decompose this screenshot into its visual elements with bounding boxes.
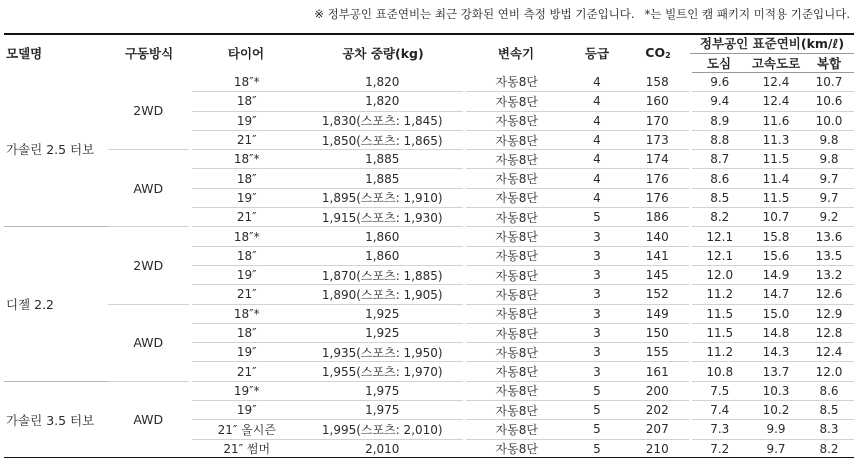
co2-cell: 152 (626, 285, 690, 304)
header-model: 모델명 (6, 45, 43, 61)
grade-cell: 4 (568, 188, 626, 207)
weight-cell: 1,925 (302, 323, 464, 342)
city-cell: 8.7 (690, 150, 748, 169)
grade-cell: 3 (568, 323, 626, 342)
grade-cell: 4 (568, 92, 626, 111)
weight-cell: 1,885 (302, 150, 464, 169)
combined-cell: 9.7 (804, 169, 854, 188)
combined-cell: 9.8 (804, 130, 854, 149)
co2-cell: 210 (645, 441, 669, 456)
highway-cell: 9.7 (766, 441, 786, 456)
city-cell: 9.6 (690, 73, 748, 92)
grade-cell: 3 (568, 362, 626, 381)
co2-cell: 149 (626, 304, 690, 323)
city-cell: 8.9 (690, 111, 748, 130)
table-row (4, 73, 854, 92)
city-cell: 11.2 (690, 285, 748, 304)
weight-cell: 1,925 (302, 304, 464, 323)
grade-cell: 5 (593, 441, 601, 456)
weight-cell: 1,820 (302, 92, 464, 111)
weight-cell: 1,885 (302, 169, 464, 188)
drive-cell: 2WD (108, 227, 190, 304)
highway-cell: 11.6 (748, 111, 804, 130)
weight-cell: 1,860 (302, 227, 464, 246)
note-builtin-cam: *는 빌트인 캠 패키지 미적용 기준입니다. (644, 7, 850, 21)
co2-cell: 141 (626, 246, 690, 265)
weight-cell: 1,975 (302, 401, 464, 420)
weight-cell: 1,850(스포츠: 1,865) (302, 130, 464, 149)
weight-cell: 1,820 (302, 73, 464, 92)
transmission-cell: 자동8단 (464, 420, 568, 439)
table-body (4, 73, 854, 458)
tire-cell: 19″ (190, 401, 302, 420)
tire-cell: 21″ (190, 208, 302, 227)
tire-cell: 19″ (190, 111, 302, 130)
tire-cell: 21″ (190, 362, 302, 381)
spec-table-frame (4, 33, 854, 458)
grade-cell: 5 (568, 208, 626, 227)
combined-cell: 12.6 (804, 285, 854, 304)
co2-cell: 150 (626, 323, 690, 342)
model-cell: 디젤 2.2 (4, 227, 108, 381)
transmission-cell: 자동8단 (464, 208, 568, 227)
header-transmission: 변속기 (497, 45, 535, 61)
co2-cell: 161 (626, 362, 690, 381)
city-cell: 11.2 (690, 343, 748, 362)
tire-cell: 18″* (190, 73, 302, 92)
header-weight: 공차 중량(kg) (342, 45, 424, 61)
co2-cell: 176 (626, 188, 690, 207)
tire-cell: 21″ (190, 130, 302, 149)
weight-cell: 1,870(스포츠: 1,885) (302, 265, 464, 284)
drive-cell: 2WD (108, 73, 190, 150)
weight-cell: 1,915(스포츠: 1,930) (302, 208, 464, 227)
city-cell: 7.3 (690, 420, 748, 439)
city-cell: 9.4 (690, 92, 748, 111)
city-cell: 12.0 (690, 265, 748, 284)
grade-cell: 3 (568, 285, 626, 304)
combined-cell: 13.6 (804, 227, 854, 246)
drive-cell: AWD (108, 381, 190, 458)
co2-cell: 207 (626, 420, 690, 439)
city-cell: 8.2 (690, 208, 748, 227)
combined-cell: 8.6 (804, 381, 854, 400)
combined-cell: 8.5 (804, 401, 854, 420)
drive-cell: AWD (108, 304, 190, 381)
tire-cell: 19″ (190, 188, 302, 207)
city-cell: 10.8 (690, 362, 748, 381)
table-top-rule (4, 33, 854, 35)
fuel-efficiency-table (4, 33, 854, 458)
highway-cell: 12.4 (748, 73, 804, 92)
co2-cell: 155 (626, 343, 690, 362)
weight-cell: 1,890(스포츠: 1,905) (302, 285, 464, 304)
header-grade: 등급 (584, 45, 610, 61)
grade-cell: 5 (568, 381, 626, 400)
drive-cell: AWD (108, 150, 190, 227)
header-co2-subscript: 2 (665, 51, 671, 61)
combined-cell: 9.2 (804, 208, 854, 227)
co2-cell: 174 (626, 150, 690, 169)
header-city: 도심 (690, 54, 748, 73)
header-co2 (626, 33, 690, 73)
header-co2-label: CO (645, 45, 666, 61)
combined-cell: 8.3 (804, 420, 854, 439)
tire-cell: 21″ (190, 285, 302, 304)
model-cell: 가솔린 3.5 터보 (4, 381, 108, 458)
transmission-cell: 자동8단 (464, 111, 568, 130)
highway-cell: 10.7 (748, 208, 804, 227)
highway-cell: 9.9 (748, 420, 804, 439)
city-cell: 12.1 (690, 227, 748, 246)
highway-cell: 11.5 (748, 150, 804, 169)
table-row (4, 381, 854, 400)
transmission-cell: 자동8단 (464, 73, 568, 92)
tire-cell: 18″ (190, 92, 302, 111)
grade-cell: 4 (568, 169, 626, 188)
co2-cell: 173 (626, 130, 690, 149)
header-row (4, 33, 854, 54)
table-row (4, 227, 854, 246)
grade-cell: 3 (568, 265, 626, 284)
weight-cell: 1,995(스포츠: 2,010) (302, 420, 464, 439)
model-cell: 가솔린 2.5 터보 (4, 73, 108, 227)
city-cell: 12.1 (690, 246, 748, 265)
co2-cell: 176 (626, 169, 690, 188)
combined-cell: 10.7 (804, 73, 854, 92)
transmission-cell: 자동8단 (464, 169, 568, 188)
co2-cell: 202 (626, 401, 690, 420)
header-efficiency: 정부공인 표준연비(km/ℓ) (690, 33, 854, 54)
city-cell: 7.5 (690, 381, 748, 400)
tire-cell: 18″ (190, 323, 302, 342)
grade-cell: 5 (568, 420, 626, 439)
city-cell: 8.6 (690, 169, 748, 188)
transmission-cell: 자동8단 (464, 246, 568, 265)
highway-cell: 11.4 (748, 169, 804, 188)
transmission-cell: 자동8단 (464, 227, 568, 246)
transmission-cell: 자동8단 (464, 130, 568, 149)
combined-cell: 13.2 (804, 265, 854, 284)
grade-cell: 3 (568, 227, 626, 246)
highway-cell: 11.3 (748, 130, 804, 149)
table-row (4, 150, 854, 169)
co2-cell: 160 (626, 92, 690, 111)
highway-cell: 11.5 (748, 188, 804, 207)
grade-cell: 3 (568, 343, 626, 362)
grade-cell: 3 (568, 304, 626, 323)
combined-cell: 9.7 (804, 188, 854, 207)
highway-cell: 15.8 (748, 227, 804, 246)
transmission-cell: 자동8단 (464, 188, 568, 207)
combined-cell: 10.0 (804, 111, 854, 130)
combined-cell: 8.2 (819, 441, 839, 456)
tire-cell: 18″* (190, 150, 302, 169)
grade-cell: 3 (568, 246, 626, 265)
co2-cell: 170 (626, 111, 690, 130)
highway-cell: 13.7 (748, 362, 804, 381)
combined-cell: 12.0 (804, 362, 854, 381)
combined-cell: 12.8 (804, 323, 854, 342)
co2-cell: 186 (626, 208, 690, 227)
tire-cell: 19″* (190, 381, 302, 400)
weight-cell: 1,975 (302, 381, 464, 400)
weight-cell: 2,010 (365, 441, 400, 456)
city-cell: 11.5 (690, 304, 748, 323)
co2-cell: 145 (626, 265, 690, 284)
city-cell: 11.5 (690, 323, 748, 342)
weight-cell: 1,955(스포츠: 1,970) (302, 362, 464, 381)
combined-cell: 10.6 (804, 92, 854, 111)
weight-cell: 1,895(스포츠: 1,910) (302, 188, 464, 207)
transmission-cell: 자동8단 (464, 150, 568, 169)
header-tire: 타이어 (227, 45, 265, 61)
weight-cell: 1,860 (302, 246, 464, 265)
combined-cell: 9.8 (804, 150, 854, 169)
header-highway: 고속도로 (748, 54, 804, 73)
tire-cell: 21″ 썸머 (190, 439, 302, 458)
highway-cell: 14.9 (748, 265, 804, 284)
transmission-cell: 자동8단 (464, 439, 568, 458)
co2-cell: 140 (626, 227, 690, 246)
tire-cell: 18″* (190, 227, 302, 246)
city-cell: 7.2 (690, 439, 748, 458)
transmission-cell: 자동8단 (464, 323, 568, 342)
co2-cell: 158 (626, 73, 690, 92)
weight-cell: 1,935(스포츠: 1,950) (302, 343, 464, 362)
city-cell: 8.5 (690, 188, 748, 207)
co2-cell: 200 (626, 381, 690, 400)
highway-cell: 15.6 (748, 246, 804, 265)
highway-cell: 12.4 (748, 92, 804, 111)
highway-cell: 14.3 (748, 343, 804, 362)
combined-cell: 12.9 (804, 304, 854, 323)
tire-cell: 18″* (190, 304, 302, 323)
transmission-cell: 자동8단 (464, 343, 568, 362)
highway-cell: 10.2 (748, 401, 804, 420)
combined-cell: 12.4 (804, 343, 854, 362)
city-cell: 7.4 (690, 401, 748, 420)
footnote (314, 6, 850, 22)
table-row (4, 304, 854, 323)
grade-cell: 4 (568, 150, 626, 169)
city-cell: 8.8 (690, 130, 748, 149)
tire-cell: 19″ (190, 265, 302, 284)
highway-cell: 15.0 (748, 304, 804, 323)
transmission-cell: 자동8단 (464, 265, 568, 284)
tire-cell: 18″ (190, 246, 302, 265)
transmission-cell: 자동8단 (464, 92, 568, 111)
transmission-cell: 자동8단 (464, 285, 568, 304)
grade-cell: 5 (568, 401, 626, 420)
transmission-cell: 자동8단 (464, 362, 568, 381)
grade-cell: 4 (568, 111, 626, 130)
tire-cell: 18″ (190, 169, 302, 188)
header-combined: 복합 (804, 54, 854, 73)
highway-cell: 10.3 (748, 381, 804, 400)
tire-cell: 19″ (190, 343, 302, 362)
highway-cell: 14.7 (748, 285, 804, 304)
grade-cell: 4 (568, 73, 626, 92)
tire-cell: 21″ 올시즌 (190, 420, 302, 439)
weight-cell: 1,830(스포츠: 1,845) (302, 111, 464, 130)
combined-cell: 13.5 (804, 246, 854, 265)
note-efficiency-basis: ※ 정부공인 표준연비는 최근 강화된 연비 측정 방법 기준입니다. (314, 7, 635, 21)
highway-cell: 14.8 (748, 323, 804, 342)
transmission-cell: 자동8단 (464, 381, 568, 400)
transmission-cell: 자동8단 (464, 304, 568, 323)
grade-cell: 4 (568, 130, 626, 149)
header-drive: 구동방식 (124, 45, 174, 61)
transmission-cell: 자동8단 (464, 401, 568, 420)
